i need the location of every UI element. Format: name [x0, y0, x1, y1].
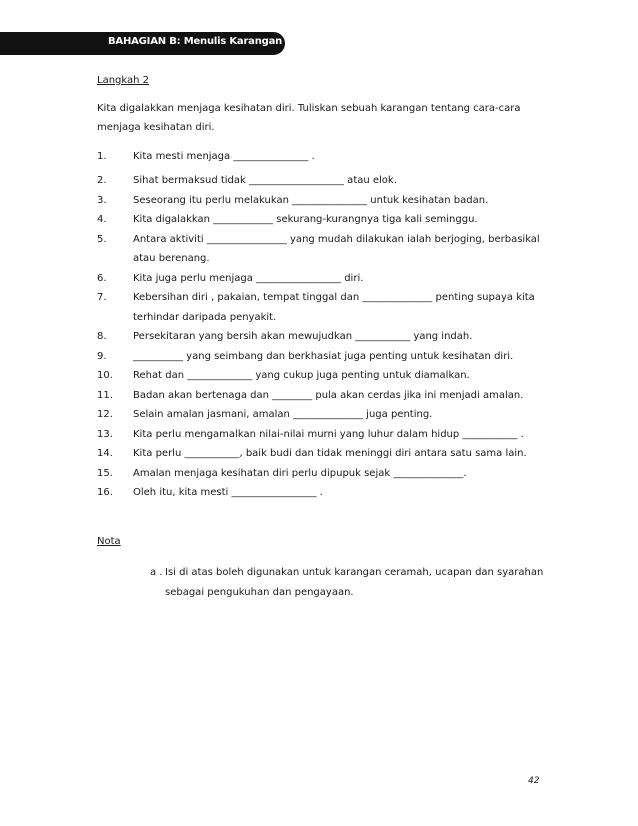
- item-text: Antara aktiviti ________________ yang mudah dilakukan ialah berjoging, berbasikal atau berenang.: [133, 233, 540, 264]
- item-text: Kita digalakkan ____________ sekurang-kurangnya tiga kali seminggu.: [133, 214, 478, 225]
- nota-text: Isi di atas boleh digunakan untuk karangan ceramah, ucapan dan syarahan sebagai pengukuhan dan pengayaan.: [165, 567, 544, 598]
- item-text: Kita mesti menjaga _______________ .: [133, 150, 315, 162]
- item-number: 10.: [97, 370, 113, 381]
- item-text: Badan akan bertenaga dan ________ pula akan cerdas jika ini menjadi amalan.: [133, 389, 524, 401]
- item-text: Kita perlu mengamalkan nilai-nilai murni yang luhur dalam hidup ___________ .: [133, 428, 524, 440]
- item-number: 8.: [97, 331, 107, 342]
- item-number: 1.: [97, 150, 107, 162]
- intro-paragraph: Kita digalakkan menjaga kesihatan diri. Tuliskan sebuah karangan tentang cara-cara menjaga kesihatan diri.: [97, 102, 521, 133]
- list-item: [97, 483, 547, 503]
- list-item: [97, 171, 547, 191]
- list-item: [97, 288, 547, 327]
- list-item: [97, 425, 547, 445]
- item-number: 11.: [97, 389, 113, 401]
- list-item: [97, 191, 547, 211]
- list-item: [97, 464, 547, 484]
- item-text: Amalan menjaga kesihatan diri perlu dipupuk sejak ______________.: [133, 467, 467, 479]
- item-number: 5.: [97, 233, 107, 245]
- list-item: [97, 147, 547, 167]
- page-number: 42: [528, 776, 540, 786]
- item-text: Kita juga perlu menjaga _________________ diri.: [133, 272, 364, 284]
- item-text: Selain amalan jasmani, amalan ______________ juga penting.: [133, 409, 433, 420]
- item-number: 9.: [97, 350, 107, 362]
- nota-list: [97, 563, 547, 602]
- list-item: [97, 269, 547, 289]
- item-number: 7.: [97, 292, 107, 303]
- banner-title: BAHAGIAN B: Menulis Karangan: [108, 36, 283, 47]
- item-text: Oleh itu, kita mesti _________________ .: [133, 487, 323, 498]
- nota-heading: Nota: [97, 535, 121, 547]
- item-text: Rehat dan _____________ yang cukup juga penting untuk diamalkan.: [133, 370, 470, 381]
- list-item: [97, 347, 547, 367]
- section-banner: [0, 32, 285, 55]
- list-item: [97, 327, 547, 347]
- item-number: 14.: [97, 448, 113, 459]
- item-number: 3.: [97, 194, 107, 206]
- list-item: [97, 444, 547, 464]
- item-text: Persekitaran yang bersih akan mewujudkan ___________ yang indah.: [133, 331, 473, 342]
- nota-letter: a .: [150, 567, 163, 578]
- nota-item: [97, 563, 547, 602]
- list-item: [97, 210, 547, 230]
- list-item: [97, 386, 547, 406]
- list-item: [97, 405, 547, 425]
- list-item: [97, 230, 547, 269]
- item-text: __________ yang seimbang dan berkhasiat juga penting untuk kesihatan diri.: [133, 350, 514, 362]
- list-item: [97, 366, 547, 386]
- item-number: 13.: [97, 428, 113, 440]
- exercise-list: [97, 147, 547, 503]
- step-heading: Langkah 2: [97, 75, 150, 86]
- item-number: 2.: [97, 175, 107, 186]
- item-number: 12.: [97, 409, 113, 420]
- document-body: [97, 71, 547, 602]
- item-text: Sihat bermaksud tidak ___________________ atau elok.: [133, 175, 397, 186]
- item-number: 6.: [97, 272, 107, 284]
- item-number: 4.: [97, 214, 107, 225]
- item-number: 16.: [97, 487, 113, 498]
- item-text: Seseorang itu perlu melakukan _______________ untuk kesihatan badan.: [133, 194, 489, 206]
- item-number: 15.: [97, 467, 113, 479]
- item-text: Kebersihan diri , pakaian, tempat tinggal dan ______________ penting supaya kita terhindar daripada penyakit.: [133, 292, 535, 323]
- item-text: Kita perlu ___________, baik budi dan tidak meninggi diri antara satu sama lain.: [133, 448, 527, 459]
